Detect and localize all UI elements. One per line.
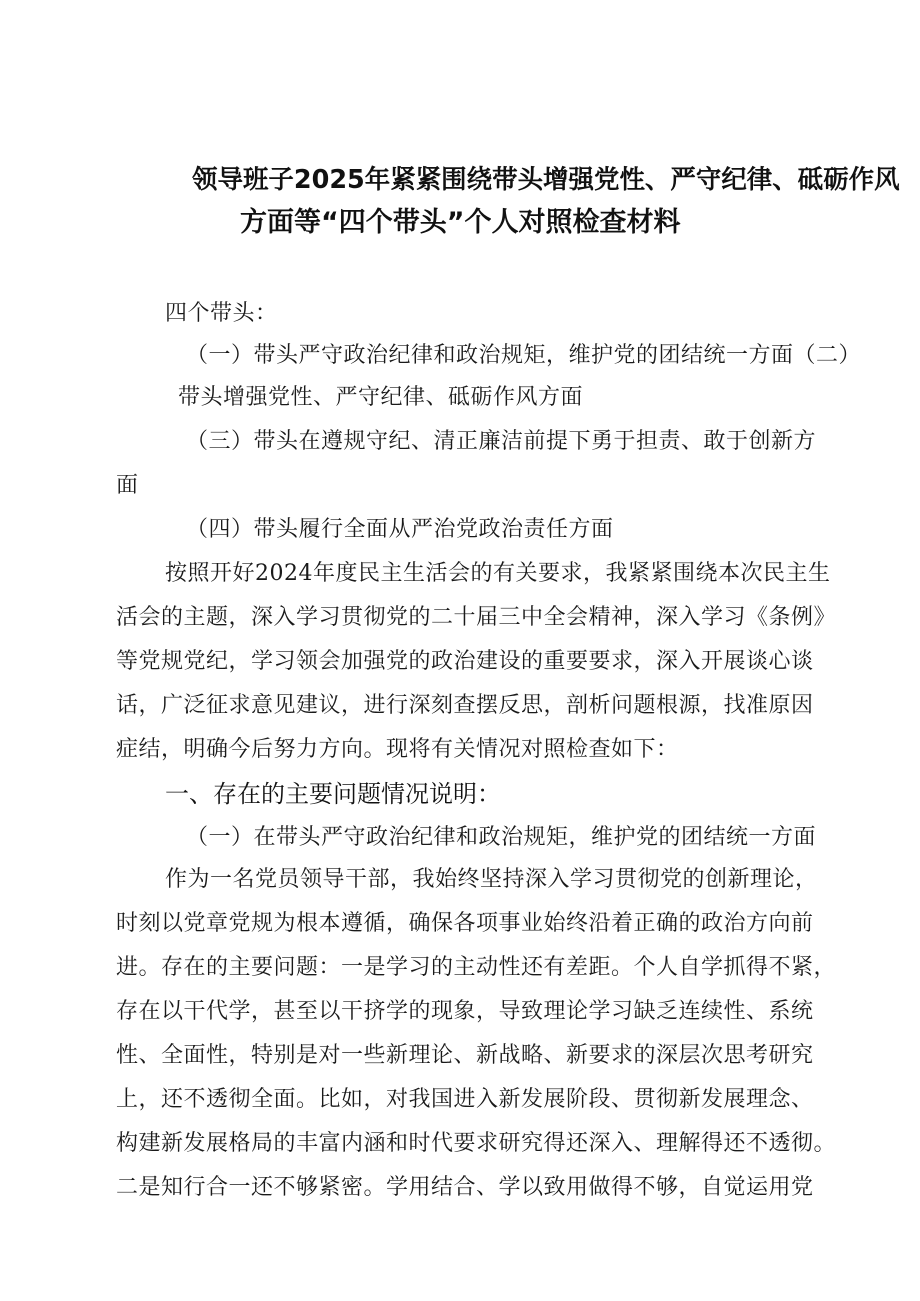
paragraph-1-line-1: 按照开好2024年度民主生活会的有关要求，我紧紧围绕本次民主生 (165, 561, 831, 586)
intro-item-3-line-2: 面 (116, 473, 139, 498)
section-1-line-6: 上，还不透彻全面。比如，对我国进入新发展阶段、贯彻新发展理念、 (116, 1087, 814, 1112)
intro-item-1-line-2: 带头增强党性、严守纪律、砥砺作风方面 (178, 385, 584, 410)
intro-label: 四个带头： (165, 301, 278, 326)
section-1-line-2: 时刻以党章党规为根本遵循，确保各项事业始终沿着正确的政治方向前 (116, 911, 814, 936)
section-1-heading: 一、存在的主要问题情况说明： (165, 780, 501, 808)
paragraph-1-line-4: 话，广泛征求意见建议，进行深刻查摆反思，剖析问题根源，找准原因 (116, 693, 814, 718)
section-1-line-5: 性、全面性，特别是对一些新理论、新战略、新要求的深层次思考研究 (116, 1043, 814, 1068)
paragraph-1-line-3: 等党规党纪，学习领会加强党的政治建设的重要要求，深入开展谈心谈 (116, 649, 814, 674)
intro-item-1-line-1: （一）带头严守政治纪律和政治规矩，维护党的团结统一方面（二） (186, 343, 862, 368)
intro-item-3-line-1: （三）带头在遵规守纪、清正廉洁前提下勇于担责、敢于创新方 (186, 429, 817, 454)
paragraph-1-line-2: 活会的主题，深入学习贯彻党的二十届三中全会精神，深入学习《条例》 (116, 605, 837, 630)
document-title-line-2: 方面等“四个带头”个人对照检查材料 (240, 207, 681, 238)
intro-item-4: （四）带头履行全面从严治党政治责任方面 (186, 517, 614, 542)
section-1-line-8: 二是知行合一还不够紧密。学用结合、学以致用做得不够，自觉运用党 (116, 1175, 814, 1200)
paragraph-1-line-5: 症结，明确今后努力方向。现将有关情况对照检查如下： (116, 737, 679, 762)
section-1-line-3: 进。存在的主要问题：一是学习的主动性还有差距。个人自学抓得不紧， (116, 955, 837, 980)
section-1-subheading: （一）在带头严守政治纪律和政治规矩，维护党的团结统一方面 (186, 825, 817, 850)
section-1-line-4: 存在以干代学，甚至以干挤学的现象，导致理论学习缺乏连续性、系统 (116, 999, 814, 1024)
section-1-line-1: 作为一名党员领导干部，我始终坚持深入学习贯彻党的创新理论， (165, 867, 818, 892)
section-1-line-7: 构建新发展格局的丰富内涵和时代要求研究得还深入、理解得还不透彻。 (116, 1131, 837, 1156)
document-title-line-1: 领导班子2025年紧紧围绕带头增强党性、严守纪律、砥砺作风 (192, 165, 900, 195)
